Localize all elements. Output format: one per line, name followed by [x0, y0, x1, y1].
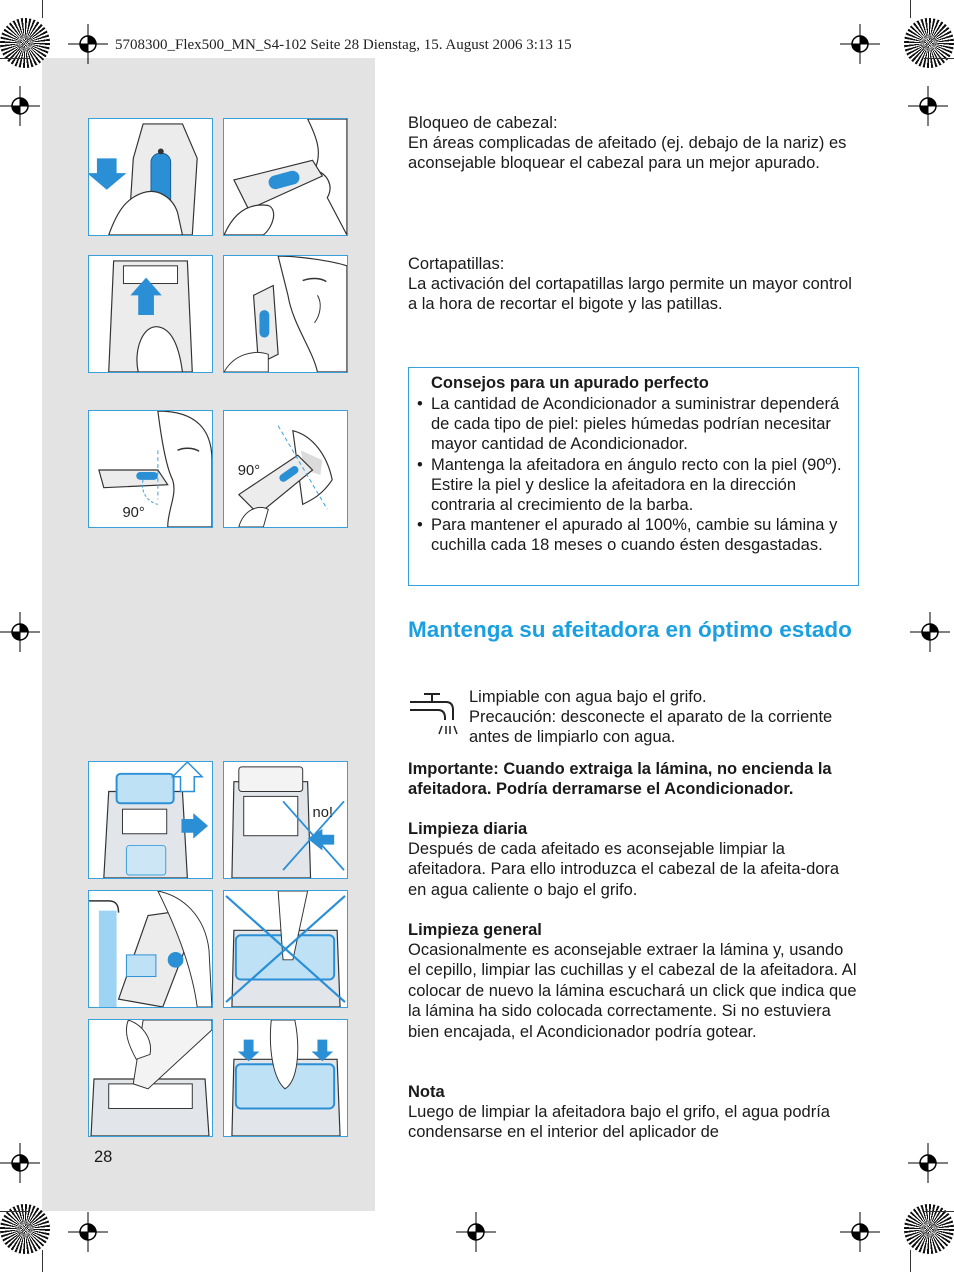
- registration-mark-icon: [840, 1212, 880, 1252]
- registration-mark-icon: [68, 24, 108, 64]
- tap-note-line2: Precaución: desconecte el aparato de la corriente antes de limpiarlo con agua.: [469, 708, 833, 747]
- angle-label: 90°: [237, 462, 261, 479]
- important-note: Importante: Cuando extraiga la lámina, no encienda la afeitadora. Podría derramarse el Acondicionador.: [408, 760, 832, 799]
- figure-foil-no-switch: [223, 761, 348, 879]
- trim-line: [924, 58, 954, 59]
- figure-head-lock-nose: [223, 118, 348, 236]
- registration-mark-icon: [0, 612, 40, 652]
- trim-line: [42, 0, 43, 18]
- head-lock-body: En áreas complicadas de afeitado (ej. debajo de la nariz) es aconsejable bloquear el cabezal para un mejor apurado.: [408, 134, 847, 173]
- general-title: Limpieza general: [408, 921, 542, 939]
- trim-line: [910, 1250, 911, 1272]
- figure-brush-cutter: [88, 1019, 213, 1137]
- list-item: • La cantidad de Acondicionador a suministrar dependerá de cada tipo de piel: pieles húmedas podrían necesitar mayor cantidad de Acondicionador.: [417, 395, 840, 454]
- tips-box: [408, 367, 859, 586]
- figure-foil-removal: [88, 761, 213, 879]
- angle-label: 90°: [122, 505, 145, 522]
- bullet-icon: •: [417, 516, 423, 535]
- no-label: no!: [312, 805, 334, 822]
- note-body: Luego de limpiar la afeitadora bajo el grifo, el agua podría condensarse en el interior del aplicador de: [408, 1103, 830, 1142]
- trim-line: [0, 58, 30, 59]
- color-target-icon: [904, 18, 954, 68]
- trim-line: [924, 1211, 954, 1212]
- print-header: 5708300_Flex500_MN_S4-102 Seite 28 Dienstag, 15. August 2006 3:13 15: [115, 37, 572, 53]
- figure-angle-90-side: [223, 410, 348, 528]
- general-body: Ocasionalmente es aconsejable extraer la lámina y, usando el cepillo, limpiar las cuchillas y el cabezal de la afeitadora. Al colocar de nuevo la lámina escuchará un click que indica que la lámina ha sido colocada correctamente. Si no estuviera bien encajada, el Acondicionador podría gotear.: [408, 941, 857, 1041]
- figure-tap-rinse: [88, 890, 213, 1008]
- registration-mark-icon: [68, 1212, 108, 1252]
- figure-head-lock-press: [88, 118, 213, 236]
- figure-angle-90-front: [88, 410, 213, 528]
- registration-mark-icon: [908, 86, 948, 126]
- bullet-icon: •: [417, 455, 423, 474]
- list-item: • Para mantener el apurado al 100%, cambie su lámina y cuchilla cada 18 meses o cuando ésten desgastadas.: [417, 516, 838, 555]
- trim-line: [910, 0, 911, 18]
- tap-water-icon: [408, 688, 458, 740]
- trim-line: [42, 1250, 43, 1272]
- figure-trimmer-sideburn: [223, 255, 348, 373]
- registration-mark-icon: [0, 86, 40, 126]
- page-number: 28: [94, 1148, 113, 1166]
- figure-trimmer-push: [88, 255, 213, 373]
- registration-mark-icon: [0, 1143, 40, 1183]
- tap-note-line1: Limpiable con agua bajo el grifo.: [469, 688, 707, 706]
- trimmer-title: Cortapatillas:: [408, 255, 505, 273]
- trimmer-body: La activación del cortapatillas largo permite un mayor control a la hora de recortar el bigote y las patillas.: [408, 275, 852, 314]
- list-item: • Mantenga la afeitadora en ángulo recto con la piel (90º). Estire la piel y deslice la afeitadora en la dirección contraria al crecimiento de la barba.: [417, 455, 842, 515]
- daily-body: Después de cada afeitado es aconsejable limpiar la afeitadora. Para ello introduzca el cabezal de la afeita-dora en agua caliente o bajo el grifo.: [408, 840, 840, 899]
- daily-title: Limpieza diaria: [408, 820, 528, 838]
- section-title: Mantenga su afeitadora en óptimo estado: [408, 617, 852, 642]
- tips-list: [417, 394, 853, 556]
- trim-line: [0, 1211, 30, 1212]
- registration-mark-icon: [456, 1212, 496, 1252]
- color-target-icon: [0, 18, 50, 68]
- registration-mark-icon: [840, 24, 880, 64]
- figure-foil-replace: [223, 1019, 348, 1137]
- figure-no-brush-foil: [223, 890, 348, 1008]
- registration-mark-icon: [910, 612, 950, 652]
- bullet-icon: •: [417, 395, 423, 413]
- registration-mark-icon: [908, 1143, 948, 1183]
- tips-title: Consejos para un apurado perfecto: [431, 374, 709, 392]
- note-title: Nota: [408, 1083, 445, 1101]
- head-lock-title: Bloqueo de cabezal:: [408, 114, 558, 132]
